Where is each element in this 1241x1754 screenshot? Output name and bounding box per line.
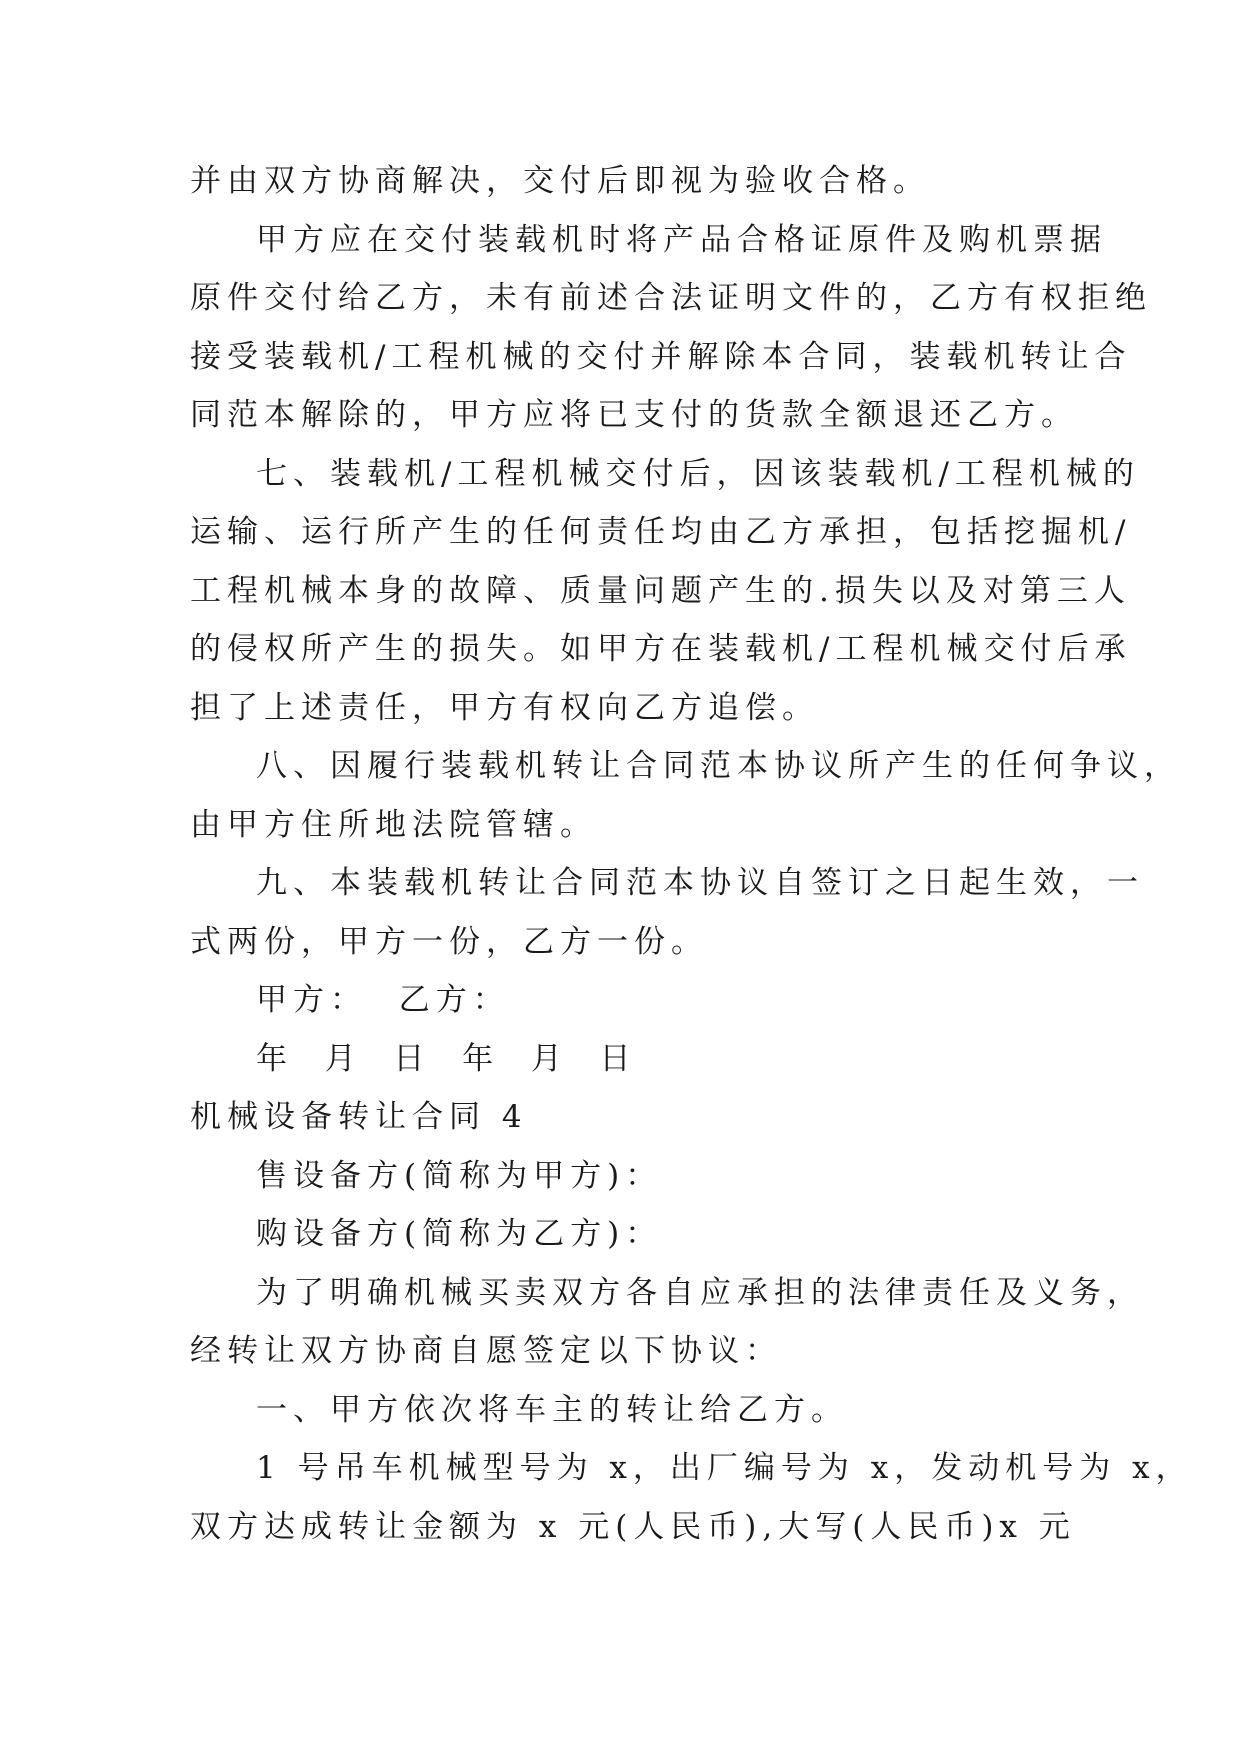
text-line: 原件交付给乙方，未有前述合法证明文件的，乙方有权拒绝 <box>190 280 1152 316</box>
text-line: 购设备方(简称为乙方)： <box>256 1216 663 1252</box>
text-line: 为了明确机械买卖双方各自应承担的法律责任及义务， <box>256 1274 1144 1311</box>
text-line: 接受装载机/工程机械的交付并解除本合同，装载机转让合 <box>190 338 1132 375</box>
text-line: 八、因履行装载机转让合同范本协议所产生的任何争议， <box>256 748 1181 784</box>
text-line: 甲方应在交付装载机时将产品合格证原件及购机票据 <box>256 221 1107 258</box>
text-line: 同范本解除的，甲方应将已支付的货款全额退还乙方。 <box>190 397 1078 433</box>
document-body <box>190 152 1193 1556</box>
text-line: 双方达成转让金额为 x 元(人民币),大写(人民币)x 元 <box>190 1508 1076 1545</box>
signature-line: 甲方： 乙方： <box>256 982 510 1018</box>
text-line: 运输、运行所产生的任何责任均由乙方承担，包括挖掘机/ <box>190 514 1132 550</box>
text-line: 的侵权所产生的损失。如甲方在装载机/工程机械交付后承 <box>190 631 1132 667</box>
text-line: 担了上述责任，甲方有权向乙方追偿。 <box>190 689 819 726</box>
text-line: 九、本装载机转让合同范本协议自签订之日起生效，一 <box>256 865 1144 901</box>
text-line: 1 号吊车机械型号为 x，出厂编号为 x，发动机号为 x， <box>256 1450 1193 1486</box>
text-line: 由甲方住所地法院管辖。 <box>190 806 597 843</box>
text-line: 七、装载机/工程机械交付后，因该装载机/工程机械的 <box>256 455 1140 492</box>
section-heading: 机械设备转让合同 4 <box>190 1099 528 1135</box>
text-line: 并由双方协商解决，交付后即视为验收合格。 <box>190 163 930 199</box>
date-line: 年 月 日 年 月 日 <box>256 1040 637 1077</box>
text-line: 经转让双方协商自愿签定以下协议： <box>190 1333 782 1369</box>
text-line: 售设备方(简称为甲方)： <box>256 1157 663 1194</box>
text-line: 工程机械本身的故障、质量问题产生的.损失以及对第三人 <box>190 572 1131 609</box>
text-line: 式两份，甲方一份，乙方一份。 <box>190 923 708 960</box>
text-line: 一、甲方依次将车主的转让给乙方。 <box>256 1391 848 1428</box>
